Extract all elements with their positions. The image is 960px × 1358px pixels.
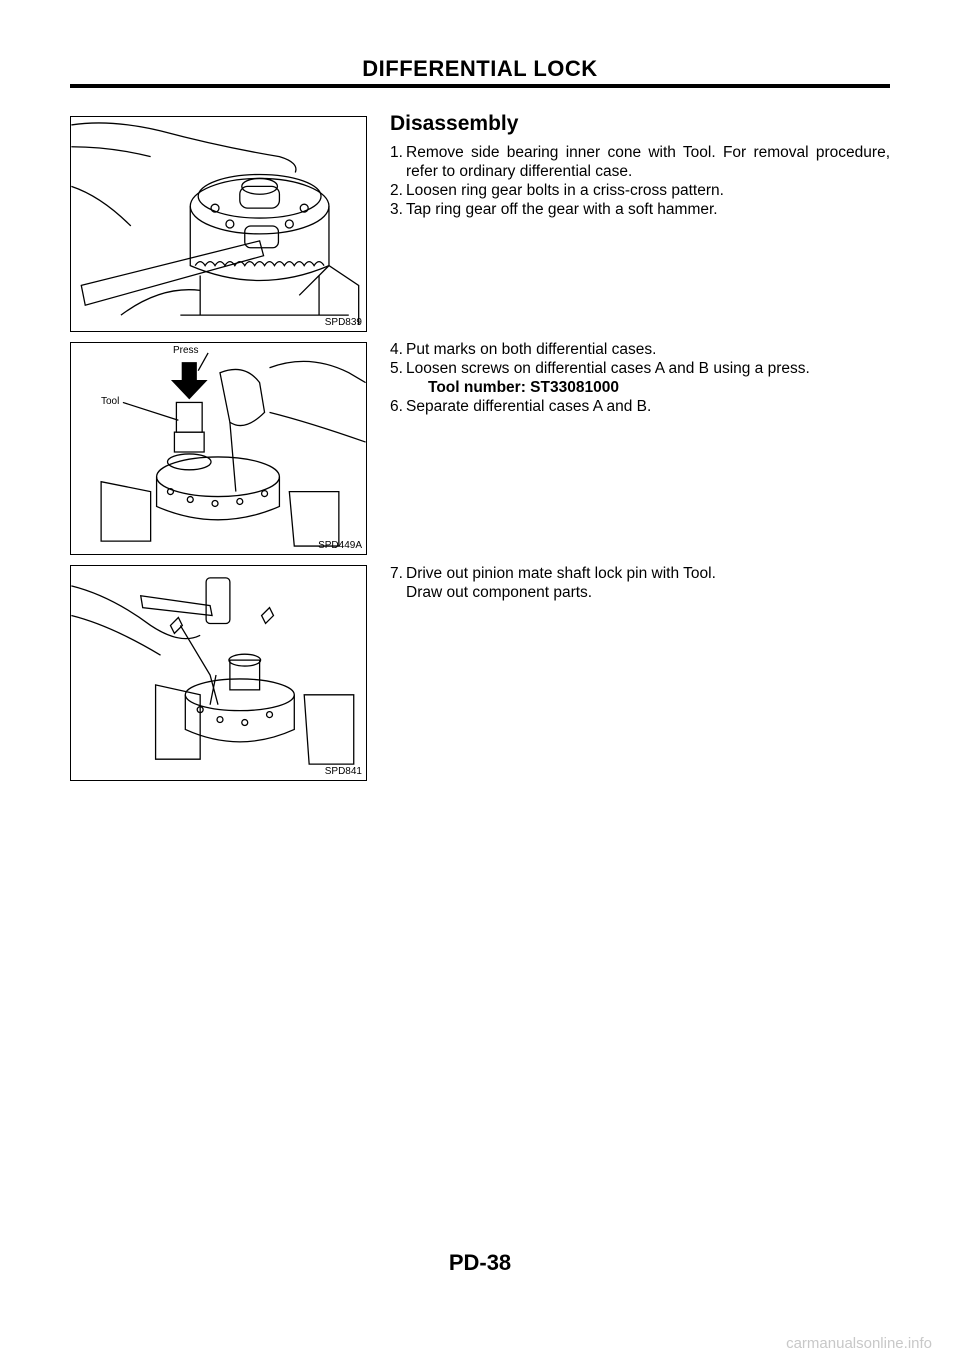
step-5: 5. Loosen screws on differential cases A and B using a press. — [390, 360, 810, 377]
step-1: 1. Remove side bearing inner cone with Tool. For removal procedure, refer to ordinary differential case. — [390, 144, 890, 180]
step-2: 2. Loosen ring gear bolts in a criss-cross pattern. — [390, 182, 724, 199]
figure-label: SPD841 — [324, 766, 362, 777]
illustration-ring-gear-removal — [71, 117, 366, 331]
section-step-7 — [390, 564, 890, 602]
draw-out-note: Draw out component parts. — [406, 584, 593, 601]
figure-label: SPD839 — [324, 317, 362, 328]
step-4: 4. Put marks on both differential cases. — [390, 341, 657, 358]
illustration-drive-out-lock-pin — [71, 566, 366, 780]
figure-label: SPD449A — [318, 540, 362, 551]
callout-tool: Tool — [101, 396, 120, 407]
header-rule — [70, 84, 890, 88]
callout-press: Press — [173, 345, 199, 356]
page-header-title: DIFFERENTIAL LOCK — [362, 56, 598, 81]
tool-number: Tool number: ST33081000 — [428, 379, 619, 396]
figure-spd449a — [70, 342, 367, 555]
section-title: Disassembly — [390, 112, 519, 135]
step-3: 3. Tap ring gear off the gear with a soft hammer. — [390, 201, 718, 218]
section-steps-4-6 — [390, 340, 890, 416]
step-7: 7. Drive out pinion mate shaft lock pin with Tool. — [390, 565, 716, 582]
figure-spd841 — [70, 565, 367, 781]
section-disassembly — [390, 114, 890, 219]
step-6: 6. Separate differential cases A and B. — [390, 398, 652, 415]
page-number: PD-38 — [448, 1250, 512, 1275]
figure-spd839 — [70, 116, 367, 332]
illustration-press-differential-case — [71, 343, 366, 554]
watermark: carmanualsonline.info — [786, 1335, 932, 1352]
